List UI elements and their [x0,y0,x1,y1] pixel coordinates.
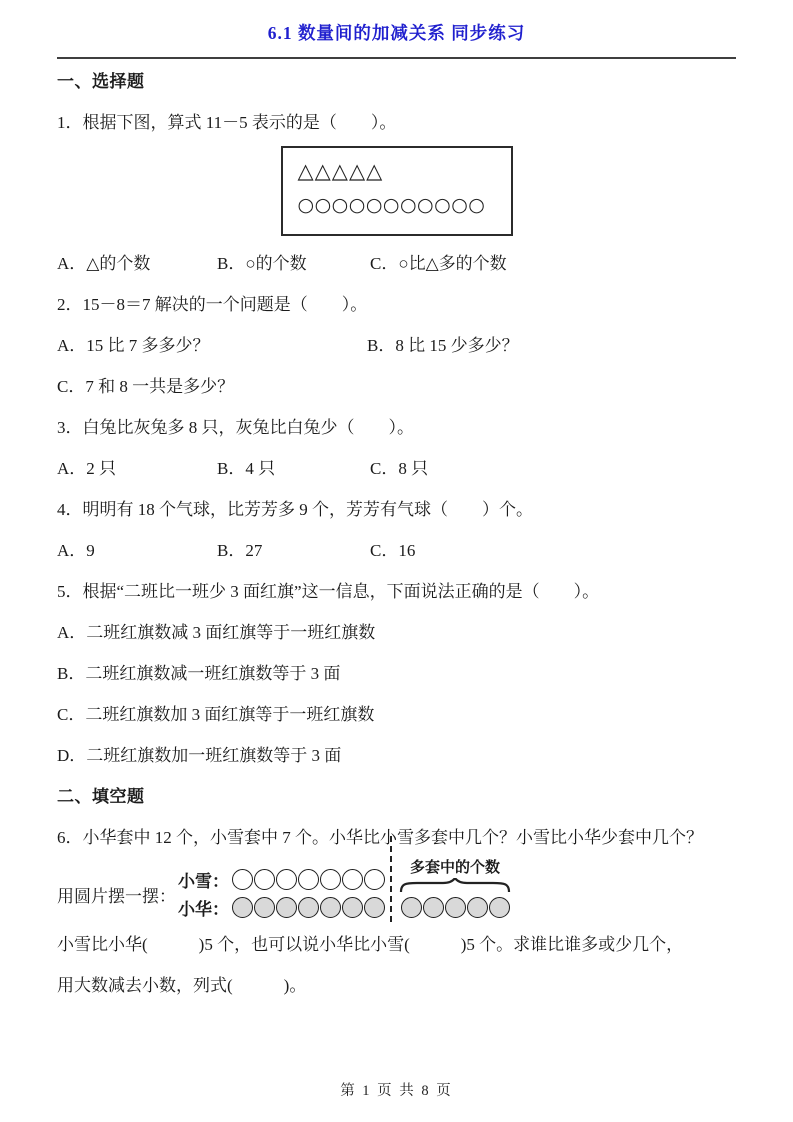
white-circle [276,869,297,890]
q4-option-a: A．9 [57,541,95,560]
white-circle [232,869,253,890]
white-circle [254,869,275,890]
page-title: 6.1 数量间的加减关系 同步练习 [267,23,526,43]
xiaohua-circles-right [401,897,510,918]
q5-option-c: C．二班红旗数加 3 面红旗等于一班红旗数 [57,705,375,724]
gray-circle [254,897,275,918]
q3-stem: 3．白兔比灰兔多 8 只，灰兔比白兔少（ ）。 [57,418,414,437]
q1-figure [281,146,513,236]
q4-options [57,530,736,571]
q1-options [57,243,736,284]
triangle-shapes: △△△△△ [297,159,384,183]
dashed-divider [390,836,392,922]
q3-option-a: A．2 只 [57,459,117,478]
gray-circle [320,897,341,918]
q1-stem: 1．根据下图，算式 11－5 表示的是（ ）。 [57,113,397,132]
q6-fill-line2: 用大数减去小数，列式( )。 [57,976,307,995]
gray-circle [276,897,297,918]
q3-option-b: B．4 只 [217,459,276,478]
gray-circle [489,897,510,918]
page-footer: 第 1 页 共 8 页 [340,1083,453,1099]
over-brace-icon [399,878,511,892]
q6-diagram [57,860,736,920]
q2-option-c: C．7 和 8 一共是多少？ [57,377,235,396]
q4-option-b: B．27 [217,541,263,560]
q2-stem: 2．15－8＝7 解决的一个问题是（ ）。 [57,295,368,314]
xiaohua-circles-left [232,897,385,918]
q3-options [57,448,736,489]
white-circle [342,869,363,890]
q4-stem: 4．明明有 18 个气球，比芳芳多 9 个，芳芳有气球（ ）个。 [57,500,533,519]
diagram-rows [178,860,510,920]
q2-option-a: A．15 比 7 多多少？ [57,336,210,355]
title-divider [57,57,736,59]
white-circle [364,869,385,890]
white-circle [298,869,319,890]
gray-circle [342,897,363,918]
q6-stem: 6．小华套中 12 个，小雪套中 7 个。小华比小雪多套中几个？小雪比小华少套中几个？ [57,828,703,847]
extra-circles-section [390,860,510,918]
q1-option-b: B．○的个数 [217,254,307,273]
q5-stem: 5．根据“二班比一班少 3 面红旗”这一信息，下面说法正确的是（ ）。 [57,582,600,601]
q1-option-c: C．○比△多的个数 [370,254,507,273]
q4-option-c: C．16 [370,541,416,560]
q5-option-b: B．二班红旗数减一班红旗数等于 3 面 [57,664,341,683]
gray-circle [232,897,253,918]
gray-circle [401,897,422,918]
xiaohua-label: 小华： [178,900,229,919]
gray-circle [467,897,488,918]
q5-option-a: A．二班红旗数减 3 面红旗等于一班红旗数 [57,623,376,642]
q2-options-row1 [57,325,736,366]
q2-option-b: B．8 比 15 少多少？ [367,336,519,355]
section-heading-fill: 二、填空题 [57,787,145,806]
xiaoxue-label: 小雪： [178,872,229,891]
q5-option-d: D．二班红旗数加一班红旗数等于 3 面 [57,746,342,765]
diagram-lead-label: 用圆片摆一摆： [57,887,176,906]
gray-circle [423,897,444,918]
extra-count-label: 多套中的个数 [409,860,500,876]
q3-option-c: C．8 只 [370,459,429,478]
gray-circle [445,897,466,918]
gray-circle [298,897,319,918]
white-circle [320,869,341,890]
circle-shapes: ○○○○○○○○○○○ [297,194,486,216]
xiaoxue-circles [232,869,385,890]
q1-option-a: A．△的个数 [57,254,151,273]
q6-fill-line1: 小雪比小华( )5 个，也可以说小华比小雪( )5 个。求谁比谁多或少几个， [57,935,684,954]
section-heading-choice: 一、选择题 [57,72,145,91]
gray-circle [364,897,385,918]
